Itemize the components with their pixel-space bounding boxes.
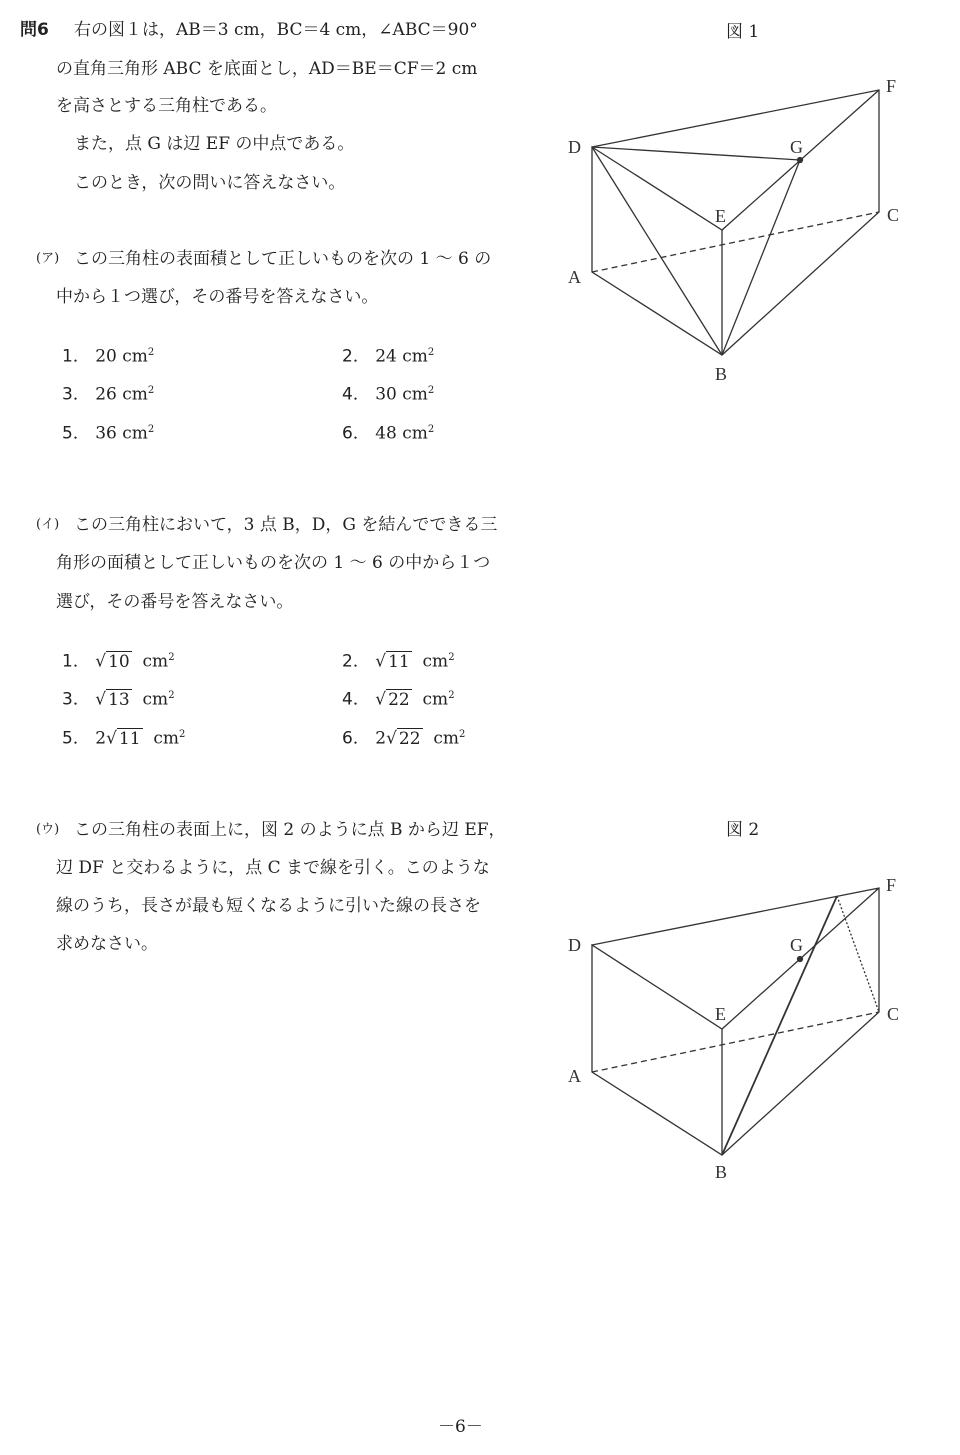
page-number: －6－	[438, 1417, 483, 1437]
q1-mark: (ア)	[36, 251, 60, 266]
exponent: 2	[168, 652, 175, 663]
q3-text: 辺 DF と交わるように，点 C まで線を引く。このような	[56, 858, 490, 878]
unit: cm	[153, 728, 180, 749]
problem-number: 問6	[20, 20, 49, 40]
coefficient: 2	[95, 728, 107, 749]
figure-2	[592, 888, 879, 1155]
svg-text:F: F	[886, 76, 897, 96]
choice-number: 5．	[62, 423, 90, 444]
choice-number: 1．	[62, 346, 90, 367]
svg-text:D: D	[568, 137, 581, 157]
sqrt-icon: √	[95, 651, 107, 672]
exponent: 2	[179, 729, 186, 740]
choice-number: 4．	[342, 384, 370, 405]
choice-number: 2．	[342, 651, 370, 672]
sqrt-icon: √	[95, 689, 107, 710]
choice-value: 30 cm	[375, 384, 428, 405]
svg-text:C: C	[887, 1004, 900, 1024]
fig1-title: 図 1	[726, 22, 760, 42]
radicand: 11	[388, 651, 410, 672]
intro-line: の直角三角形 ABC を底面とし，AD＝BE＝CF＝2 cm	[56, 59, 478, 79]
exponent: 2	[427, 424, 435, 435]
q3-text: 求めなさい。	[56, 934, 158, 954]
exponent: 2	[168, 690, 175, 701]
q2-text: 選び，その番号を答えなさい。	[56, 592, 294, 612]
radicand: 10	[108, 651, 130, 672]
exponent: 2	[427, 347, 435, 358]
exponent: 2	[427, 385, 435, 396]
exponent: 2	[147, 424, 155, 435]
q3-mark: (ウ)	[36, 822, 60, 837]
q1-text: この三角柱の表面積として正しいものを次の 1 ～ 6 の	[74, 249, 492, 269]
sqrt-icon: √	[375, 651, 387, 672]
choice-number: 5．	[62, 728, 90, 749]
svg-text:F: F	[886, 875, 897, 895]
svg-text:A: A	[568, 267, 581, 287]
unit: cm	[433, 728, 460, 749]
unit: cm	[142, 651, 169, 672]
figure-2-labels	[568, 875, 899, 1182]
choice-number: 4．	[342, 689, 370, 710]
radicand: 22	[388, 689, 410, 710]
q3-text: 線のうち，長さが最も短くなるように引いた線の長さを	[56, 896, 481, 916]
sqrt-icon: √	[375, 689, 387, 710]
figure-1	[592, 90, 879, 355]
choice-value: 48 cm	[375, 423, 428, 444]
choice-value: 26 cm	[95, 384, 148, 405]
choice-number: 3．	[62, 689, 90, 710]
intro-line: このとき，次の問いに答えなさい。	[74, 173, 346, 193]
svg-text:G: G	[790, 137, 803, 157]
svg-text:D: D	[568, 935, 581, 955]
figure-1-labels	[568, 76, 899, 384]
q2-text: この三角柱において，3 点 B，D，G を結んでできる三	[74, 515, 498, 535]
choice-value: 20 cm	[95, 346, 148, 367]
choice-number: 1．	[62, 651, 90, 672]
unit: cm	[142, 689, 169, 710]
radicand: 11	[118, 728, 141, 749]
choice-number: 6．	[342, 423, 370, 444]
exponent: 2	[448, 690, 455, 701]
intro-line: を高さとする三角柱である。	[56, 96, 277, 116]
fig2-title: 図 2	[726, 820, 760, 840]
exponent: 2	[147, 385, 155, 396]
unit: cm	[422, 689, 449, 710]
radicand: 22	[398, 728, 421, 749]
svg-text:C: C	[887, 205, 900, 225]
q2-text: 角形の面積として正しいものを次の 1 ～ 6 の中から１つ	[56, 553, 491, 573]
q2-mark: (イ)	[36, 517, 60, 532]
q1-text: 中から１つ選び，その番号を答えなさい。	[56, 287, 379, 307]
exponent: 2	[448, 652, 455, 663]
intro-line: 右の図１は，AB＝3 cm，BC＝4 cm，∠ABC＝90°	[74, 20, 478, 40]
choice-number: 6．	[342, 728, 370, 749]
unit: cm	[422, 651, 449, 672]
intro-line: また，点 G は辺 EF の中点である。	[74, 134, 355, 154]
svg-text:B: B	[715, 1162, 728, 1182]
sqrt-icon: √	[386, 728, 397, 749]
exponent: 2	[147, 347, 155, 358]
radicand: 13	[108, 689, 130, 710]
coefficient: 2	[375, 728, 387, 749]
choice-number: 2．	[342, 346, 370, 367]
q3-text: この三角柱の表面上に，図 2 のように点 B から辺 EF，	[74, 820, 506, 840]
svg-text:A: A	[568, 1066, 581, 1086]
choice-number: 3．	[62, 384, 90, 405]
svg-text:E: E	[715, 206, 726, 226]
svg-text:E: E	[715, 1004, 726, 1024]
exponent: 2	[459, 729, 466, 740]
svg-text:G: G	[790, 935, 803, 955]
svg-text:B: B	[715, 364, 728, 384]
choice-value: 36 cm	[95, 423, 148, 444]
choice-value: 24 cm	[375, 346, 428, 367]
sqrt-icon: √	[106, 728, 117, 749]
